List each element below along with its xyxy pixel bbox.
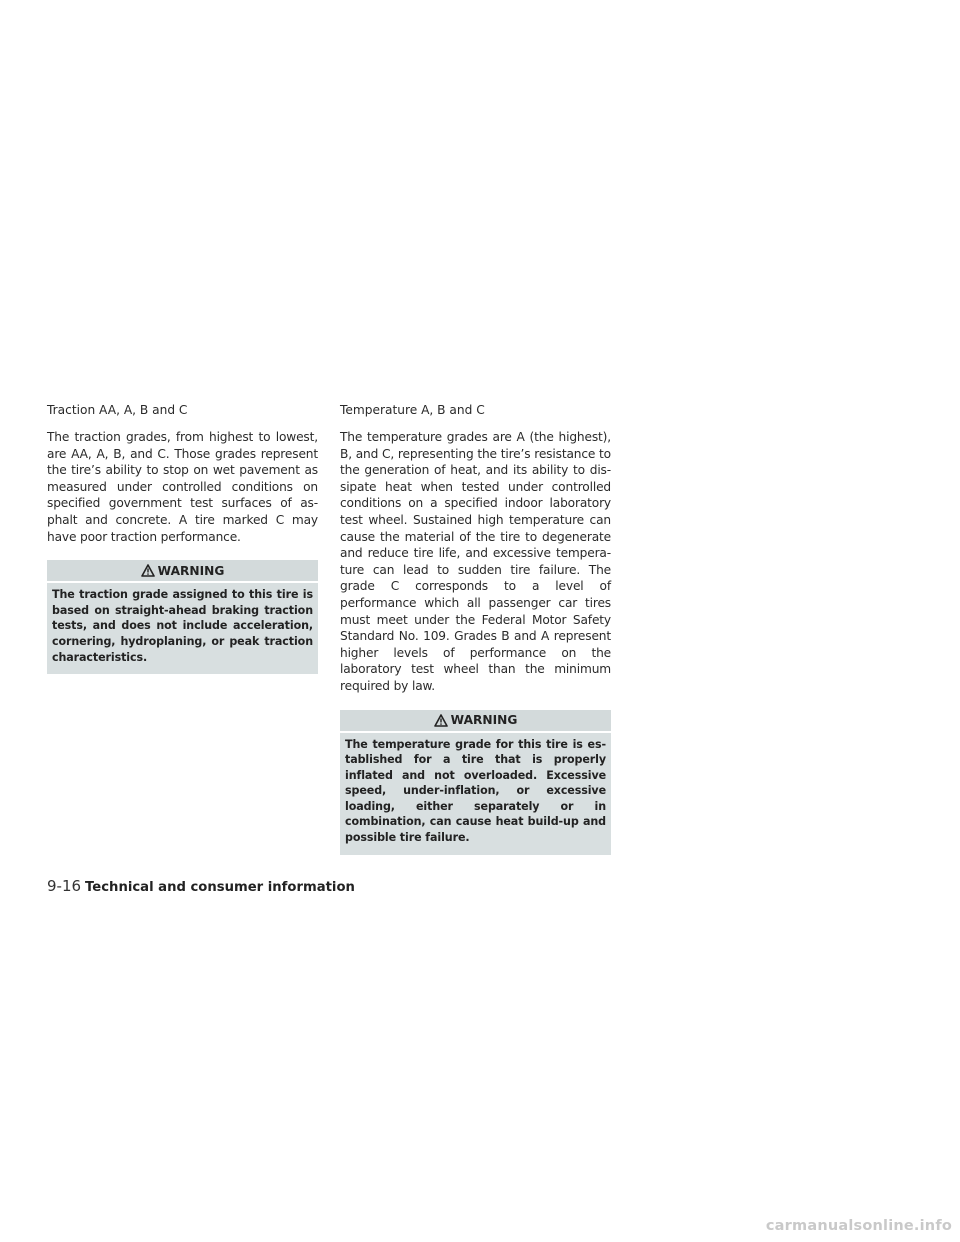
temperature-warning-box — [340, 710, 611, 855]
traction-heading: Traction AA, A, B and C — [47, 403, 188, 417]
page-footer — [47, 877, 355, 895]
temperature-paragraph: The temperature grades are A (the highest), B, and C, representing the tire’s resistance to the generation of heat, and its ability to dis-sipate heat when tested under controlled conditions on a specified indoor laboratory test wheel. Sustained high temperature can cause the material of the tire to degenerate and reduce tire life, and excessive tempera-ture can lead to sudden tire failure. The grade C corresponds to a level of performance which all passenger car tires must meet under the Federal Motor Safety Standard No. 109. Grades B and A represent higher levels of performance on the laboratory test wheel than the minimum required by law. — [340, 430, 611, 693]
traction-warning-box — [47, 560, 318, 674]
right-column — [340, 402, 611, 855]
traction-warning-text: The traction grade assigned to this tire is based on straight-ahead braking traction tests, and does not include acceleration, cornering, hydroplaning, or peak traction characteristics. — [52, 588, 313, 664]
section-title: Technical and consumer information — [85, 880, 355, 895]
traction-paragraph: The traction grades, from highest to lowest, are AA, A, B, and C. Those grades represent the tire’s ability to stop on wet pavement as measured under controlled conditions on specified government test surfaces of as-phalt and concrete. A tire marked C may have poor traction performance. — [47, 430, 318, 544]
page-number: 9-16 — [47, 877, 82, 895]
warning-triangle-icon — [141, 564, 155, 577]
warning-title: WARNING — [157, 563, 225, 578]
warning-header — [340, 710, 611, 733]
watermark: carmanualsonline.info — [765, 1218, 952, 1234]
temperature-heading: Temperature A, B and C — [340, 403, 485, 417]
left-column — [47, 402, 318, 674]
warning-header — [47, 560, 318, 583]
warning-triangle-icon — [434, 714, 448, 727]
warning-title: WARNING — [450, 713, 518, 727]
temperature-warning-text: The temperature grade for this tire is es-tablished for a tire that is properly inflated and not overloaded. Excessive speed, under-inflation, or excessive loading, either separately or in combination, can cause heat build-up and possible tire failure. — [345, 737, 606, 845]
